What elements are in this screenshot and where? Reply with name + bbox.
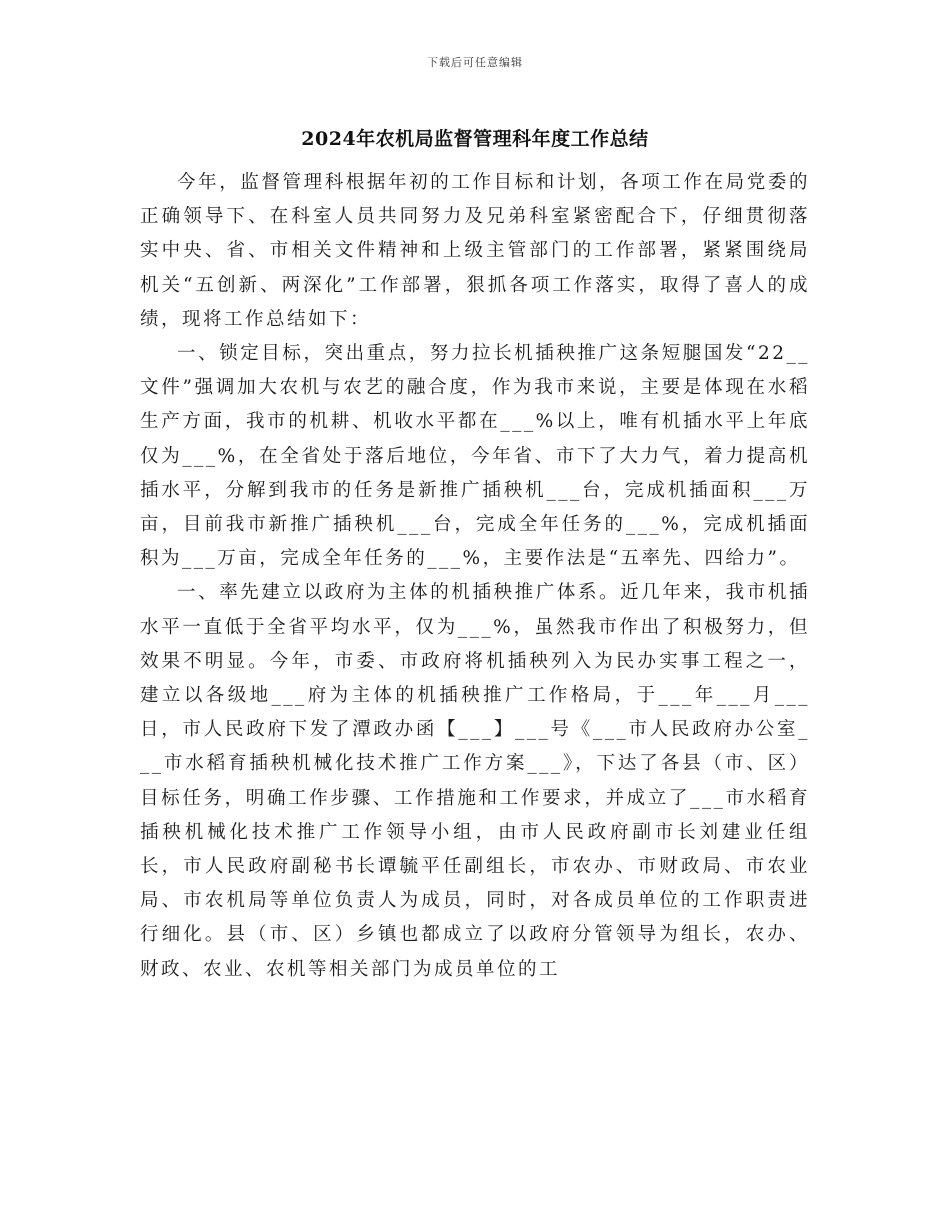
subsection-one-paragraph: 一、率先建立以政府为主体的机插秧推广体系。近几年来，我市机插水平一直低于全省平均水平，仅为___%，虽然我市作出了积极努力，但效果不明显。今年，市委、市政府将机插秧列入为民办实事工程之一，建立以各级地___府为主体的机插秧推广工作格局，于___年___月___日，市人民政府下发了潭政办函【___】___号《___市人民政府办公室___市水稻育插秧机械化技术推广工作方案___》，下达了各县（市、区）目标任务，明确工作步骤、工作措施和工作要求，并成立了___市水稻育插秧机械化技术推广工作领导小组，由市人民政府副市长刘建业任组长，市人民政府副秘书长谭毓平任副组长，市农办、市财政局、市农业局、市农机局等单位负责人为成员，同时，对各成员单位的工作职责进行细化。县（市、区）乡镇也都成立了以政府分管领导为组长，农办、财政、农业、农机等相关部门为成员单位的工 — [140, 582, 810, 980]
section-one-paragraph: 一、锁定目标，突出重点，努力拉长机插秧推广这条短腿国发“22__文件”强调加大农机与农艺的融合度，作为我市来说，主要是体现在水稻生产方面，我市的机耕、机收水平都在___%以上，唯有机插水平上年底仅为___%，在全省处于落后地位，今年省、市下了大力气，着力提高机插水平，分解到我市的任务是新推广插秧机___台，完成机插面积___万亩，目前我市新推广插秧机___台，完成全年任务的___%，完成机插面积为___万亩，完成全年任务的___%，主要作法是“五率先、四给力”。 — [140, 343, 810, 570]
page-header-note: 下载后可任意编辑 — [427, 56, 523, 69]
intro-paragraph: 今年，监督管理科根据年初的工作目标和计划，各项工作在局党委的正确领导下、在科室人员共同努力及兄弟科室紧密配合下，仔细贯彻落实中央、省、市相关文件精神和上级主管部门的工作部署，紧紧围绕局机关“五创新、两深化”工作部署，狠抓各项工作落实，取得了喜人的成绩，现将工作总结如下： — [140, 172, 810, 330]
document-body — [140, 166, 810, 987]
document-title: 2024年农机局监督管理科年度工作总结 — [301, 128, 649, 150]
